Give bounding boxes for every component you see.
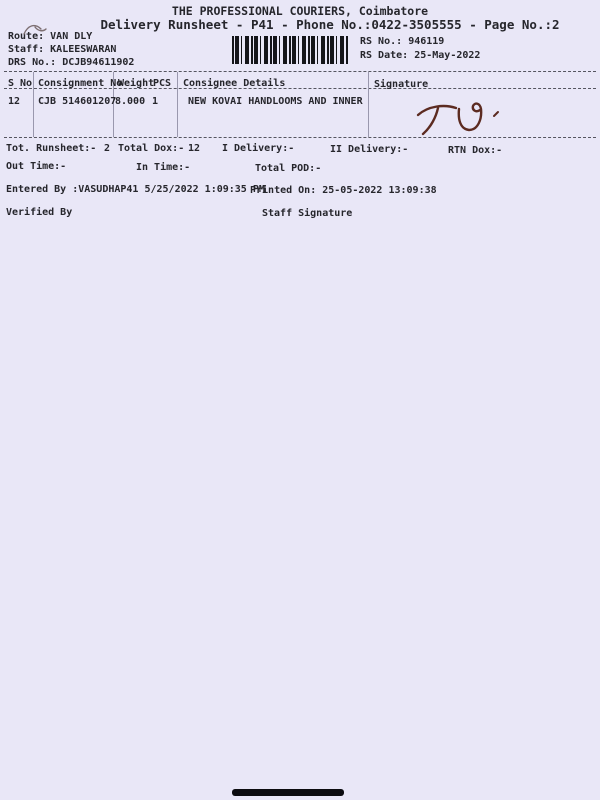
drs-line [8, 57, 134, 68]
rs-no-value: 946119 [408, 36, 445, 47]
column-divider [33, 72, 34, 137]
staff-value: KALEESWARAN [50, 44, 117, 55]
rs-date-line [360, 50, 480, 61]
out-time-label: Out Time:- [6, 161, 67, 172]
i-delivery-label: I Delivery:- [222, 143, 295, 154]
staff-line [8, 44, 116, 55]
total-pod-label: Total POD:- [255, 163, 322, 174]
column-header-consignment: Consignment No [38, 78, 123, 89]
home-indicator-bar [232, 789, 344, 796]
tot-runsheet-label: Tot. Runsheet:- [6, 143, 97, 154]
column-header-consignee: Consignee Details [183, 78, 286, 89]
cell-sno: 12 [8, 96, 21, 107]
page-title: THE PROFESSIONAL COURIERS, Coimbatore [171, 4, 429, 18]
tot-runsheet-value: 2 [104, 143, 111, 154]
total-dox-label: Total Dox:- [118, 143, 185, 154]
cell-pcs: 1 [152, 96, 159, 107]
cell-weight: 8.000 [115, 96, 146, 107]
rs-date-value: 25-May-2022 [414, 50, 481, 61]
handwritten-signature [412, 97, 508, 143]
route-line [8, 31, 92, 42]
column-header-weight: Weight [118, 78, 155, 89]
drs-value: DCJB94611902 [62, 57, 135, 68]
column-divider [177, 72, 178, 137]
pen-squiggle-mark [22, 22, 48, 36]
total-dox-value: 12 [188, 143, 201, 154]
drs-label: DRS No.: [8, 57, 57, 68]
route-label: Route: [8, 31, 45, 42]
rs-no-label: RS No.: [360, 36, 403, 47]
printed-on-line: Printed On: 25-05-2022 13:09:38 [250, 185, 437, 196]
rs-no-line [360, 36, 444, 47]
page-subtitle: Delivery Runsheet - P41 - Phone No.:0422-3505555 - Page No.:2 [100, 17, 560, 32]
entered-by-line: Entered By :VASUDHAP41 5/25/2022 1:09:35 PM [6, 184, 265, 195]
staff-label: Staff: [8, 44, 45, 55]
column-divider [368, 72, 369, 137]
column-header-signature: Signature [374, 79, 429, 90]
rs-date-label: RS Date: [360, 50, 409, 61]
column-header-sno: S No [8, 78, 33, 89]
verified-by-label: Verified By [6, 207, 73, 218]
ii-delivery-label: II Delivery:- [330, 144, 409, 155]
cell-consignee: NEW KOVAI HANDLOOMS AND INNER [188, 96, 363, 107]
cell-consignment-no: CJB 514601207 [38, 96, 117, 107]
table-top-rule [4, 71, 596, 72]
column-header-pcs: PCS [153, 78, 172, 89]
barcode [232, 36, 348, 64]
rtn-dox-label: RTN Dox:- [448, 145, 503, 156]
staff-signature-label: Staff Signature [262, 208, 353, 219]
in-time-label: In Time:- [136, 162, 191, 173]
route-value: VAN DLY [50, 31, 93, 42]
